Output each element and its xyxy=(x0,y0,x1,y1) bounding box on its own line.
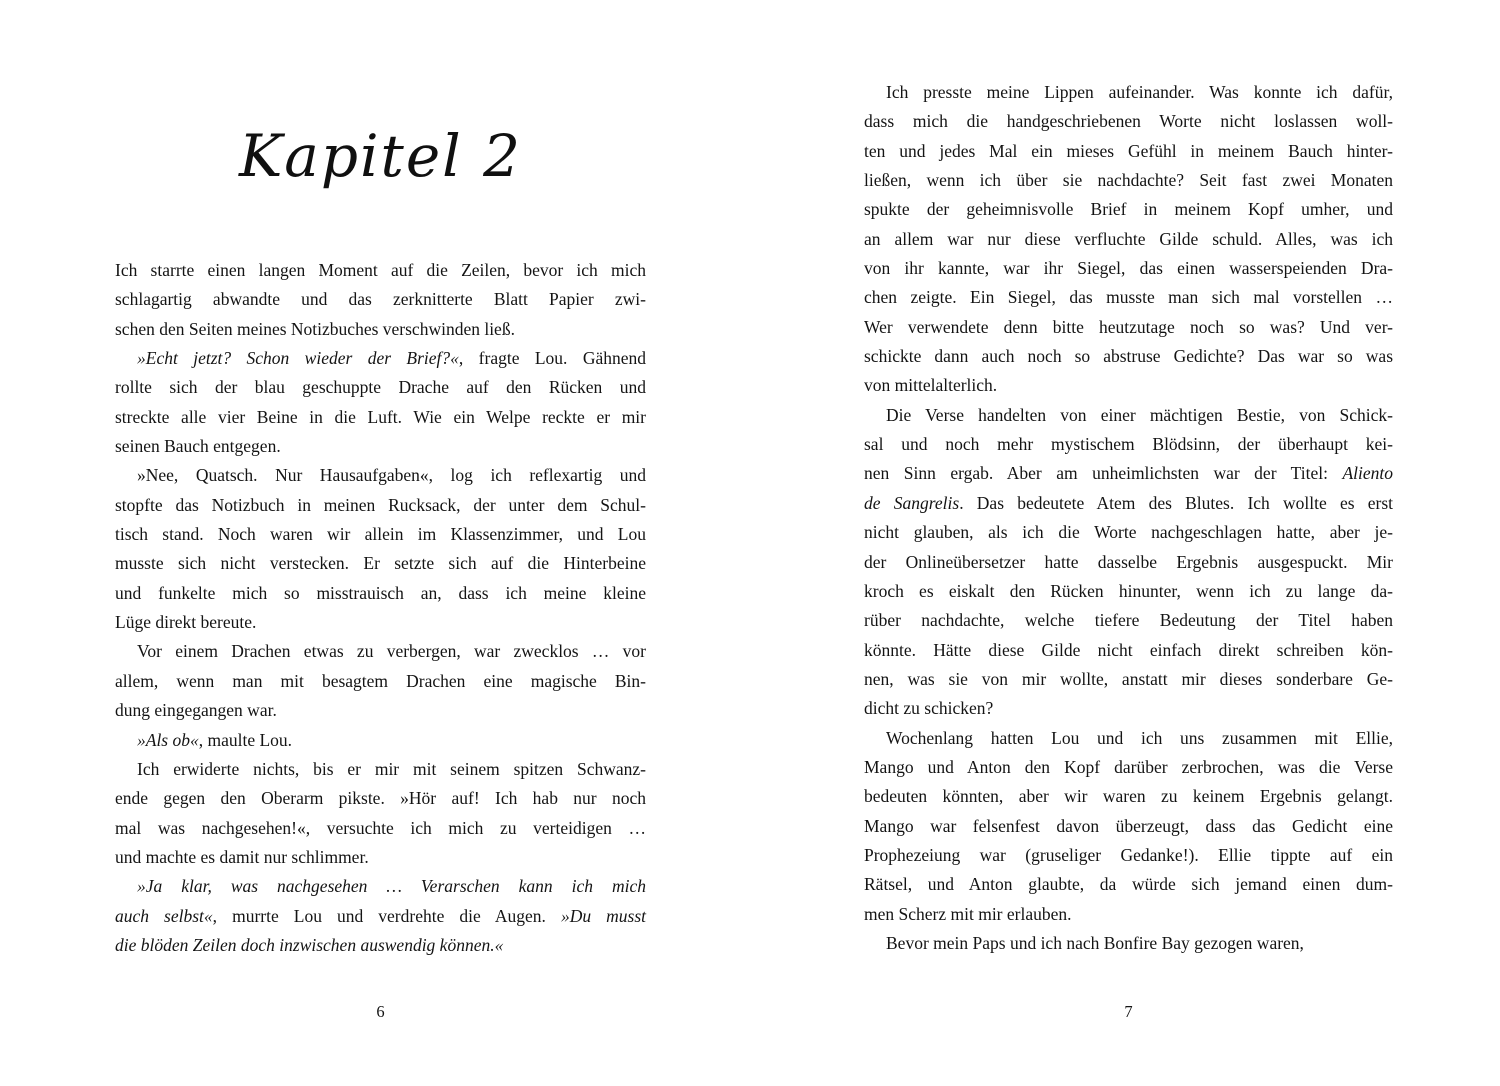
italic-text-segment: »Ja klar, was nachgesehen … Verarschen kann ich mich xyxy=(137,876,646,897)
text-segment: , maulte Lou. xyxy=(198,729,293,750)
text-segment: Mango und Anton den Kopf darüber zerbrochen, was die Verse xyxy=(864,756,1393,777)
text-segment: nen, was sie von mir wollte, anstatt mir dieses sonderbare Ge- xyxy=(864,668,1393,689)
text-line xyxy=(864,548,1393,577)
text-line xyxy=(115,667,646,696)
page-number-right: 7 xyxy=(1124,1002,1133,1021)
text-line xyxy=(864,665,1393,694)
text-segment: nen Sinn ergab. Aber am unheimlichsten war der Titel: xyxy=(864,463,1343,484)
italic-text-segment: die blöden Zeilen doch inzwischen auswendig können.« xyxy=(115,934,504,955)
text-line xyxy=(115,872,646,901)
text-segment: allem, wenn man mit besagtem Drachen eine magische Bin- xyxy=(115,670,646,691)
text-segment: , fragte Lou. Gähnend xyxy=(458,348,646,369)
text-line xyxy=(864,841,1393,870)
text-line xyxy=(864,137,1393,166)
text-line xyxy=(115,403,646,432)
text-segment: an allem war nur diese verfluchte Gilde schuld. Alles, was ich xyxy=(864,228,1393,249)
text-segment: dass mich die handgeschriebenen Worte nicht loslassen woll- xyxy=(864,111,1393,132)
text-segment: sal und noch mehr mystischem Blödsinn, der überhaupt kei- xyxy=(864,434,1393,455)
text-line xyxy=(864,900,1393,929)
text-segment: dung eingegangen war. xyxy=(115,700,277,721)
text-line xyxy=(115,315,646,344)
text-line xyxy=(864,753,1393,782)
text-line xyxy=(115,549,646,578)
italic-text-segment: »Als ob« xyxy=(137,729,199,750)
text-segment: tisch stand. Noch waren wir allein im Klassenzimmer, und Lou xyxy=(115,524,646,545)
text-segment: und funkelte mich so misstrauisch an, dass ich meine kleine xyxy=(115,582,646,603)
text-line xyxy=(115,755,646,784)
text-segment: schickte dann auch noch so abstruse Gedichte? Das war so was xyxy=(864,346,1393,367)
text-line xyxy=(864,812,1393,841)
text-line xyxy=(115,637,646,666)
text-line xyxy=(864,782,1393,811)
text-line xyxy=(864,724,1393,753)
text-segment: . Das bedeutete Atem des Blutes. Ich wollte es erst xyxy=(959,492,1394,513)
text-line xyxy=(864,107,1393,136)
text-line xyxy=(115,432,646,461)
text-segment: von mittelalterlich. xyxy=(864,375,998,396)
text-line xyxy=(115,608,646,637)
text-line xyxy=(115,461,646,490)
text-segment: »Nee, Quatsch. Nur Hausaufgaben«, log ich reflexartig und xyxy=(137,465,646,486)
text-segment: Mango war felsenfest davon überzeugt, dass das Gedicht eine xyxy=(864,815,1393,836)
text-segment: Ich starrte einen langen Moment auf die Zeilen, bevor ich mich xyxy=(115,260,646,280)
text-line xyxy=(864,225,1393,254)
page-right-body xyxy=(864,78,1393,958)
text-line xyxy=(864,929,1393,958)
text-segment: Vor einem Drachen etwas zu verbergen, war zwecklos … vor xyxy=(137,641,646,662)
text-line xyxy=(864,870,1393,899)
text-segment: Wochenlang hatten Lou und ich uns zusammen mit Ellie, xyxy=(886,727,1393,748)
text-line xyxy=(115,373,646,402)
italic-text-segment: Aliento xyxy=(1342,463,1393,484)
text-segment: streckte alle vier Beine in die Luft. Wie ein Welpe reckte er mir xyxy=(115,406,646,427)
text-segment: ließen, wenn ich über sie nachdachte? Seit fast zwei Monaten xyxy=(864,170,1393,191)
text-segment: Lüge direkt bereute. xyxy=(115,612,257,633)
text-line xyxy=(864,371,1393,400)
italic-text-segment: »Echt jetzt? Schon wieder der Brief?« xyxy=(137,348,459,369)
text-segment: von ihr kannte, war ihr Siegel, das einen wasserspeienden Dra- xyxy=(864,258,1393,279)
text-line xyxy=(864,283,1393,312)
text-segment: ten und jedes Mal ein mieses Gefühl in meinem Bauch hinter- xyxy=(864,140,1393,161)
text-segment: Bevor mein Paps und ich nach Bonfire Bay gezogen waren, xyxy=(886,932,1304,953)
text-segment: stopfte das Notizbuch in meinen Rucksack, der unter dem Schul- xyxy=(115,494,646,515)
text-line xyxy=(115,491,646,520)
text-segment: chen zeigte. Ein Siegel, das musste man sich mal vorstellen … xyxy=(864,287,1393,308)
text-line xyxy=(864,430,1393,459)
text-segment: der Onlineübersetzer hatte dasselbe Ergebnis ausgespuckt. Mir xyxy=(864,551,1393,572)
text-segment: , murrte Lou und verdrehte die Augen. xyxy=(212,905,561,926)
text-line xyxy=(115,902,646,931)
italic-text-segment: »Du musst xyxy=(560,905,646,926)
text-line xyxy=(864,313,1393,342)
text-line xyxy=(864,78,1393,107)
text-segment: Ich presste meine Lippen aufeinander. Was konnte ich dafür, xyxy=(886,82,1393,102)
page-left xyxy=(115,0,646,1086)
text-segment: schlagartig abwandte und das zerknitterte Blatt Papier zwi- xyxy=(115,289,646,310)
text-line xyxy=(864,254,1393,283)
text-segment: könnte. Hätte diese Gilde nicht einfach direkt schreiben kön- xyxy=(864,639,1393,660)
page-left-body xyxy=(115,256,646,960)
text-segment: spukte der geheimnisvolle Brief in meinem Kopf umher, und xyxy=(864,199,1393,220)
text-line xyxy=(115,344,646,373)
text-segment: seinen Bauch entgegen. xyxy=(115,436,281,457)
text-line xyxy=(115,696,646,725)
text-line xyxy=(115,285,646,314)
text-line xyxy=(864,166,1393,195)
chapter-title: Kapitel 2 xyxy=(238,122,523,190)
text-line xyxy=(115,726,646,755)
text-line xyxy=(864,401,1393,430)
text-segment: dicht zu schicken? xyxy=(864,698,994,719)
text-segment: Prophezeiung war (gruseliger Gedanke!). Ellie tippte auf ein xyxy=(864,844,1393,865)
text-segment: bedeuten könnten, aber wir waren zu keinem Ergebnis gelangt. xyxy=(864,786,1393,807)
text-segment: nicht glauben, als ich die Worte nachgeschlagen hatte, aber je- xyxy=(864,522,1393,543)
text-line xyxy=(115,784,646,813)
text-segment: rollte sich der blau geschuppte Drache auf den Rücken und xyxy=(115,377,646,398)
text-line xyxy=(115,931,646,960)
text-line xyxy=(864,577,1393,606)
text-segment: und machte es damit nur schlimmer. xyxy=(115,846,369,867)
text-segment: ende gegen den Oberarm pikste. »Hör auf! Ich hab nur noch xyxy=(115,788,646,809)
text-segment: musste sich nicht verstecken. Er setzte sich auf die Hinterbeine xyxy=(115,553,646,574)
text-line xyxy=(864,489,1393,518)
text-line xyxy=(864,195,1393,224)
text-line xyxy=(115,843,646,872)
text-line xyxy=(864,606,1393,635)
text-segment: Rätsel, und Anton glaubte, da würde sich jemand einen dum- xyxy=(864,874,1393,895)
text-line xyxy=(115,256,646,285)
text-line xyxy=(864,342,1393,371)
text-line xyxy=(864,459,1393,488)
page-number-left: 6 xyxy=(376,1002,385,1021)
italic-text-segment: auch selbst« xyxy=(115,905,213,926)
text-segment: schen den Seiten meines Notizbuches verschwinden ließ. xyxy=(115,318,515,339)
text-segment: Die Verse handelten von einer mächtigen Bestie, von Schick- xyxy=(886,404,1393,425)
text-line xyxy=(864,518,1393,547)
text-line xyxy=(115,520,646,549)
text-line xyxy=(115,814,646,843)
text-segment: rüber nachdachte, welche tiefere Bedeutung der Titel haben xyxy=(864,610,1393,631)
text-segment: mal was nachgesehen!«, versuchte ich mich zu verteidigen … xyxy=(115,817,646,838)
text-line xyxy=(864,694,1393,723)
italic-text-segment: de Sangrelis xyxy=(864,492,960,513)
text-line xyxy=(115,579,646,608)
text-line xyxy=(864,636,1393,665)
page-right xyxy=(864,0,1393,1086)
text-segment: Wer verwendete denn bitte heutzutage noch so was? Und ver- xyxy=(864,316,1393,337)
text-segment: Ich erwiderte nichts, bis er mir mit seinem spitzen Schwanz- xyxy=(137,758,646,779)
text-segment: kroch es eiskalt den Rücken hinunter, wenn ich zu lange da- xyxy=(864,580,1393,601)
text-segment: men Scherz mit mir erlauben. xyxy=(864,903,1072,924)
